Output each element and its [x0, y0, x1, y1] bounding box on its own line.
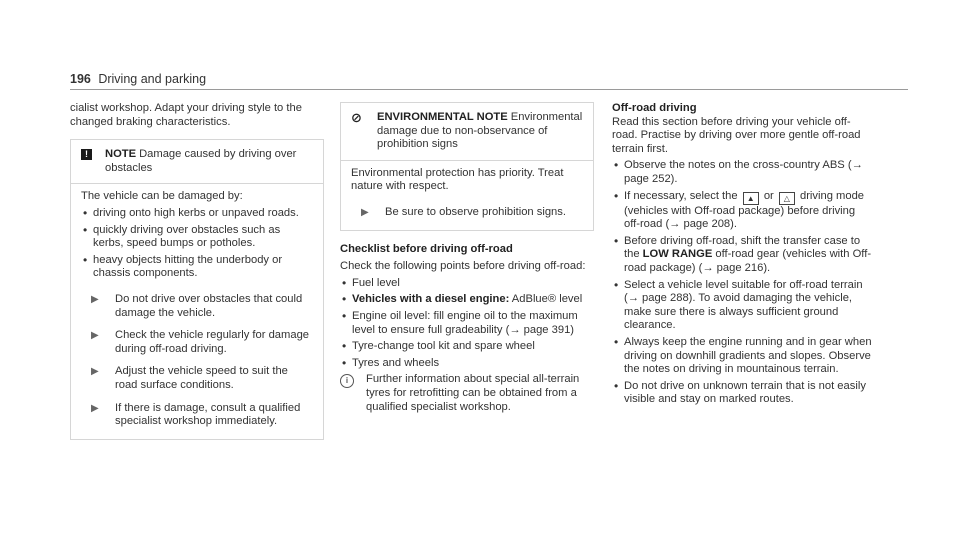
environment-icon: ⊘ — [351, 110, 362, 125]
list-item: • quickly driving over obstacles such as kerbs, speed bumps or potholes. — [81, 224, 313, 251]
action-item: ▶ Adjust the vehicle speed to suit the road surface conditions. — [91, 365, 288, 391]
offroad-heading: Off-road driving — [612, 102, 697, 114]
note-intro: The vehicle can be damaged by: — [81, 190, 243, 203]
action-arrow-icon: ▶ — [91, 330, 99, 342]
offroad-intro: Read this section before driving your vehicle off-road. Practise by driving over more gentle off-road terrain first. — [612, 115, 861, 155]
list-item: • Do not drive on unknown terrain that is not easily visible and stay on marked routes. — [612, 380, 874, 407]
action-arrow-icon: ▶ — [91, 402, 99, 414]
list-item: • If necessary, select the ▲ or △ driving mode (vehicles with Off-road package) before driving off-road (→ page 208). — [612, 190, 874, 232]
header-rule — [70, 89, 908, 90]
env-note-text: Environmental protection has priority. Treat nature with respect. — [351, 166, 564, 193]
list-item: • Engine oil level: fill engine oil to the maximum level to ensure full gradeability (→ page 391) — [340, 310, 594, 337]
rock-mode-icon: △ — [779, 192, 795, 205]
action-arrow-icon: ▶ — [91, 293, 99, 305]
env-note-body — [341, 161, 593, 230]
list-item: • Tyres and wheels — [340, 357, 594, 371]
environmental-note-box — [340, 102, 594, 231]
note-bullets — [81, 207, 313, 281]
page-header — [70, 72, 206, 86]
column-2 — [340, 102, 594, 414]
list-item: • Fuel level — [340, 277, 594, 291]
intro-text: cialist workshop. Adapt your driving style to the changed braking characteristics. — [70, 102, 302, 128]
action-arrow-icon: ▶ — [361, 206, 369, 218]
env-note-header — [341, 103, 593, 160]
note-header — [71, 140, 323, 183]
info-icon: i — [340, 374, 354, 388]
list-item: • Select a vehicle level suitable for off-road terrain (→ page 288). To avoid damaging the vehicle, make sure there is always sufficient ground clearance. — [612, 279, 874, 333]
note-box — [70, 139, 324, 440]
list-item: • heavy objects hitting the underbody or chassis components. — [81, 254, 313, 281]
checklist-intro: Check the following points before driving off-road: — [340, 260, 586, 273]
info-text: Further information about special all-terrain tyres for retrofitting can be obtained from a qualified specialist workshop. — [366, 373, 580, 413]
action-item: ▶ Be sure to observe prohibition signs. — [361, 205, 566, 218]
checklist — [340, 277, 594, 371]
warning-icon: ! — [81, 149, 92, 160]
offroad-list — [612, 159, 874, 407]
note-title: Damage caused by driving over obstacles — [105, 148, 297, 174]
action-item: ▶ Check the vehicle regularly for damage during off-road driving. — [91, 329, 310, 355]
env-note-title: Environmental damage due to non-observance of prohibition signs — [377, 111, 583, 151]
offroad-mode-icon: ▲ — [743, 192, 759, 205]
list-item: • driving onto high kerbs or unpaved roads. — [81, 207, 313, 221]
checklist-heading: Checklist before driving off-road — [340, 242, 513, 255]
note-body — [71, 184, 323, 438]
list-item: • Tyre-change tool kit and spare wheel — [340, 340, 594, 354]
info-note — [340, 373, 594, 414]
page-number: 196 — [70, 72, 91, 86]
column-1 — [70, 102, 324, 440]
column-3 — [612, 102, 874, 410]
section-title: Driving and parking — [98, 72, 207, 86]
list-item: • Vehicles with a diesel engine: AdBlue® level — [340, 293, 594, 307]
action-item: ▶ Do not drive over obstacles that could damage the vehicle. — [91, 292, 303, 319]
list-item: • Observe the notes on the cross-country ABS (→ page 252). — [612, 159, 874, 186]
env-note-keyword: ENVIRONMENTAL NOTE — [377, 111, 508, 123]
list-item: • Always keep the engine running and in gear when driving on downhill gradients and slopes. Observe the notes on driving in mountainous terrain. — [612, 336, 874, 377]
note-keyword: NOTE — [105, 148, 137, 161]
action-arrow-icon: ▶ — [91, 366, 99, 378]
action-item: ▶ If there is damage, consult a qualified specialist workshop immediately. — [91, 401, 301, 428]
list-item: • Before driving off-road, shift the transfer case to the LOW RANGE off-road gear (vehicles with Off-road package) (→ page 216). — [612, 235, 874, 276]
